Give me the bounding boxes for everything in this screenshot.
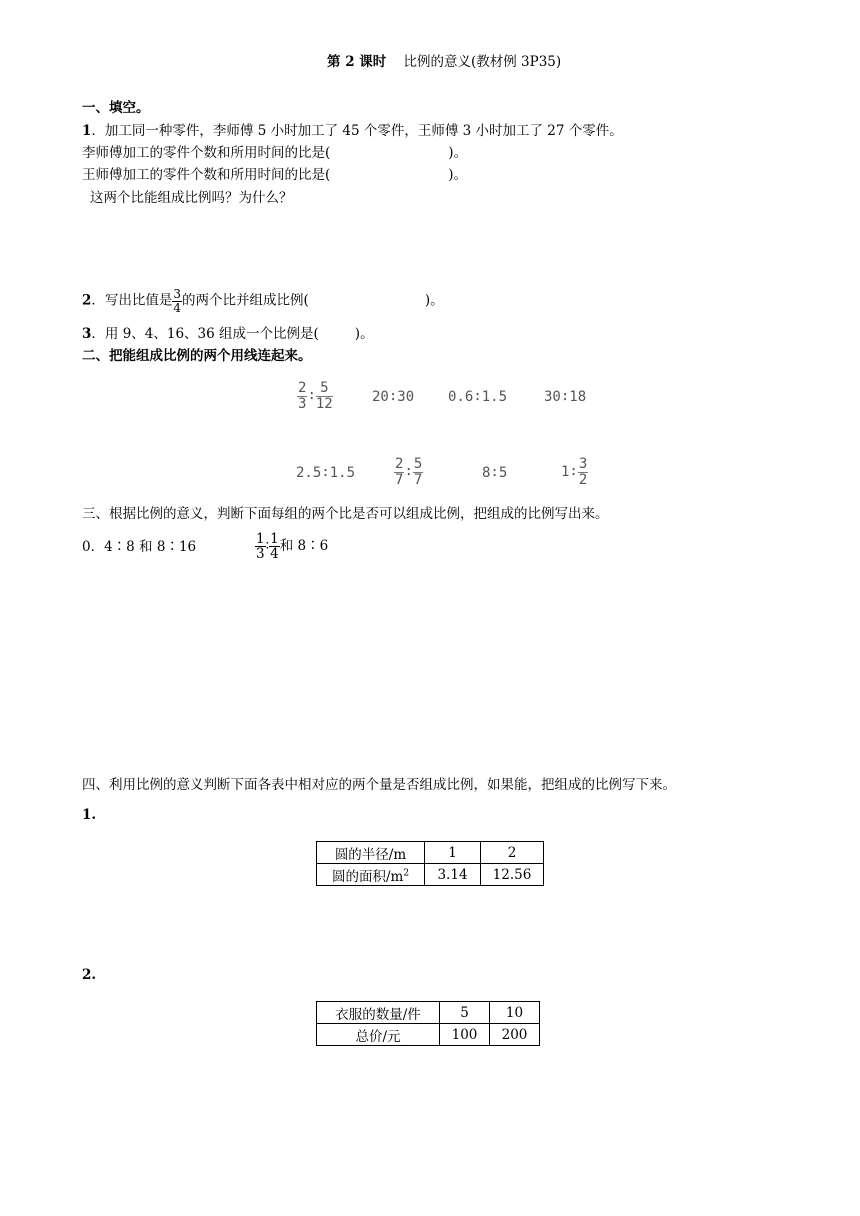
- section3-item-1: 0．4∶8 和 8∶16: [82, 539, 197, 555]
- table-clothes: [316, 1001, 540, 1046]
- q2-text: 2．写出比值是 $\frac{3}{4}$ 的两个比并组成比例( )。: [82, 287, 444, 315]
- table-circle: [316, 841, 544, 886]
- ratio-bottom-3[interactable]: 8∶5: [482, 465, 508, 481]
- q1-line-b: 王师傅加工的零件个数和所用时间的比是( )。: [82, 167, 468, 183]
- table-row: 圆的半径/m 1 2: [317, 842, 544, 864]
- section4-heading: 四、利用比例的意义判断下面各表中相对应的两个量是否组成比例，如果能，把组成的比例写下来。: [82, 777, 676, 793]
- ratio-bottom-2[interactable]: $\frac{2}{7}$ ∶ $\frac{5}{7}$: [395, 456, 423, 488]
- q3-text: 3．用 9、4、16、36 组成一个比例是( )。: [82, 326, 374, 342]
- table-row: 总价/元 100 200: [317, 1024, 540, 1046]
- section2-heading: 二、把能组成比例的两个用线连起来。: [82, 348, 312, 364]
- ratio-top-4[interactable]: 30∶18: [544, 389, 587, 405]
- ratio-top-1[interactable]: $\frac{2}{3}$ ∶ $\frac{5}{12}$: [298, 380, 333, 412]
- table-row: 衣服的数量/件 5 10: [317, 1002, 540, 1024]
- lesson-title: 比例的意义(教材例 3P35): [403, 54, 562, 70]
- table-row: 圆的面积$/m^2$ 3.14 12.56: [317, 864, 544, 886]
- section3-item-2: $\frac{1}{3}$ ∶ $\frac{1}{4}$ 和 8∶6: [256, 531, 329, 563]
- ratio-bottom-4[interactable]: 1∶ $\frac{3}{2}$: [561, 456, 588, 488]
- q1-text: 1．加工同一种零件，李师傅 5 小时加工了 45 个零件，王师傅 3 小时加工了 27 个零件。: [82, 123, 623, 139]
- ratio-bottom-1[interactable]: 2.5∶1.5: [296, 465, 356, 481]
- section3-heading: 三、根据比例的意义，判断下面每组的两个比是否可以组成比例，把组成的比例写出来。: [82, 506, 609, 522]
- table2-label: 2.: [82, 967, 97, 983]
- fraction: $\frac{3}{4}$: [173, 287, 182, 315]
- q1-line-a: 李师傅加工的零件个数和所用时间的比是( )。: [82, 145, 468, 161]
- lesson-number: 第 2 课时: [327, 54, 387, 70]
- ratio-top-3[interactable]: 0.6∶1.5: [448, 389, 508, 405]
- section1-heading: 一、填空。: [82, 100, 150, 116]
- ratio-top-2[interactable]: 20∶30: [372, 389, 415, 405]
- q1-question: 这两个比能组成比例吗？为什么？: [90, 190, 293, 206]
- table1-label: 1.: [82, 807, 97, 823]
- page-title: [327, 56, 561, 70]
